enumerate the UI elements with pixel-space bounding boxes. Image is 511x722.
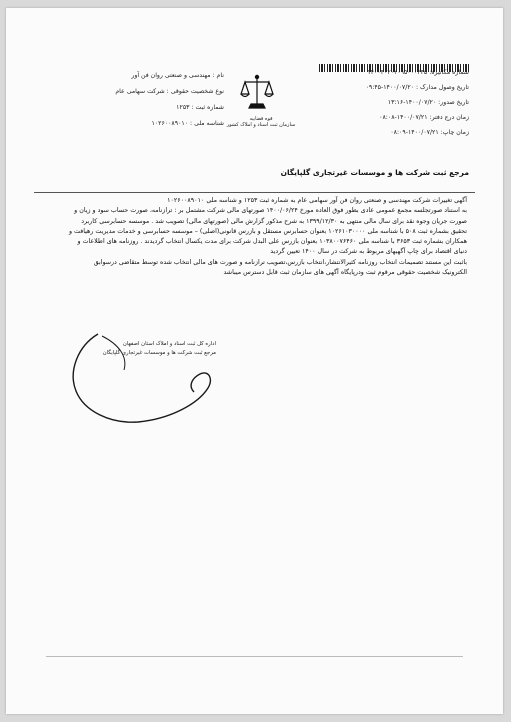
entity-type: نوع شخصیت حقوقی : شرکت سهامی عام bbox=[115, 88, 224, 95]
national-id: شناسه ملی : ۱۰۲۶۰۰۸۹۰۱۰ bbox=[151, 120, 224, 127]
notice-line: باثبت این مستند تصمیمات انتخاب روزنامه کثیرالانتشار،انتخاب بازرس،تصویب ترازنامه و صورت های مالی انتخاب شده توسط متقاضی درسوابق bbox=[93, 258, 467, 266]
document-page bbox=[6, 8, 503, 714]
registration-number: شماره ثبت : ۱۲۵۳ bbox=[176, 104, 224, 111]
emblem-caption bbox=[211, 116, 311, 128]
notice-line: تحقیق بشماره ثبت ۵۰۸ با شناسه ملی ۱۰۲۶۱۰۳۰۰۰۰ بعنوان حسابرس مستقل و بازرس قانونی(اصلی) – موسسه حسابرسی و خدمات مدیریت رهیافت و bbox=[68, 227, 467, 235]
company-meta bbox=[104, 71, 224, 135]
issue-date: تاریخ صدور: ۱۴۰۰/۰۷/۲۰-۱۳:۱۶ bbox=[387, 99, 469, 106]
notice-line: الکترونیک شخصیت حقوقی مرقوم ثبت ودرپایگاه آگهی های سازمان ثبت قابل دسترس میباشد bbox=[223, 269, 467, 277]
notice-line: آگهی تغییرات شرکت مهندسی و صنعتی روان فن آور سهامی عام به شماره ثبت ۱۲۵۳ و شناسه ملی ۱۰۲۶۰۰۸۹۰۱۰ bbox=[167, 197, 467, 204]
received-date: تاریخ وصول مدارک : ۱۴۰۰/۰۷/۲۰-۰۹:۴۵ bbox=[365, 84, 469, 91]
footer-divider bbox=[46, 656, 463, 657]
notice-line: دنیای اقتصاد برای چاپ آگهیهای مربوط به شرکت در سال ۱۴۰۰ تعیین گردید bbox=[270, 248, 467, 256]
print-time: زمان چاپ: ۱۴۰۰/۰۷/۲۱-۰۸:۰۹ bbox=[390, 129, 469, 136]
stamp-line: مرجع ثبت شرکت ها و موسسات غیرتجاری گلپایگان bbox=[102, 350, 216, 356]
notice-body bbox=[34, 196, 467, 278]
divider bbox=[34, 192, 475, 193]
official-stamp bbox=[96, 340, 216, 358]
company-name: نام : مهندسی و صنعتی روان فن آور bbox=[131, 72, 224, 79]
notice-line: همکاران بشماره ثبت ۳۶۵۳ با شناسه ملی ۱۰۳۸۰۰۷۶۴۶۰ بعنوان بازرس علی البدل شرکت برای مدت یکسال انتخاب گردیدند . روزنامه های اطلاعات و bbox=[77, 238, 467, 246]
notice-line: صورت جریان وجوه نقد برای سال مالی منتهی به ۱۳۹۹/۱۲/۳۰ به شرح مذکور گزارش مالی (صورتهای مالی) تصویب شد . موسسه حسابرسی کاربرد bbox=[81, 217, 467, 225]
notice-line: به استناد صورتجلسه مجمع عمومی عادی بطور فوق العاده مورخ ۱۴۰۰/۰۶/۲۴ صورتهای مالی شرکت مشتمل بر : ترازنامه، صورت حساب سود و زیان و bbox=[74, 207, 467, 215]
judiciary-emblem-icon bbox=[239, 72, 275, 114]
registration-meta bbox=[309, 68, 469, 143]
organization-name: سازمان ثبت اسناد و املاک کشور bbox=[226, 122, 296, 128]
registration-time: زمان درج دفتر: ۱۴۰۰/۰۷/۲۱-۰۸:۰۸ bbox=[379, 114, 469, 121]
registry-title: مرجع ثبت شرکت ها و موسسات غیرتجاری گلپایگان bbox=[280, 168, 469, 177]
stamp-line: اداره کل ثبت اسناد و املاک استان اصفهان bbox=[122, 341, 216, 347]
mechanized-number: شماره مکانیزه: ۱۴۰۰۳۰۲۰۲۰۹۵۰۰۰۲۳۵ bbox=[367, 69, 469, 76]
emblem-title: قوه قضاییه bbox=[249, 116, 273, 122]
